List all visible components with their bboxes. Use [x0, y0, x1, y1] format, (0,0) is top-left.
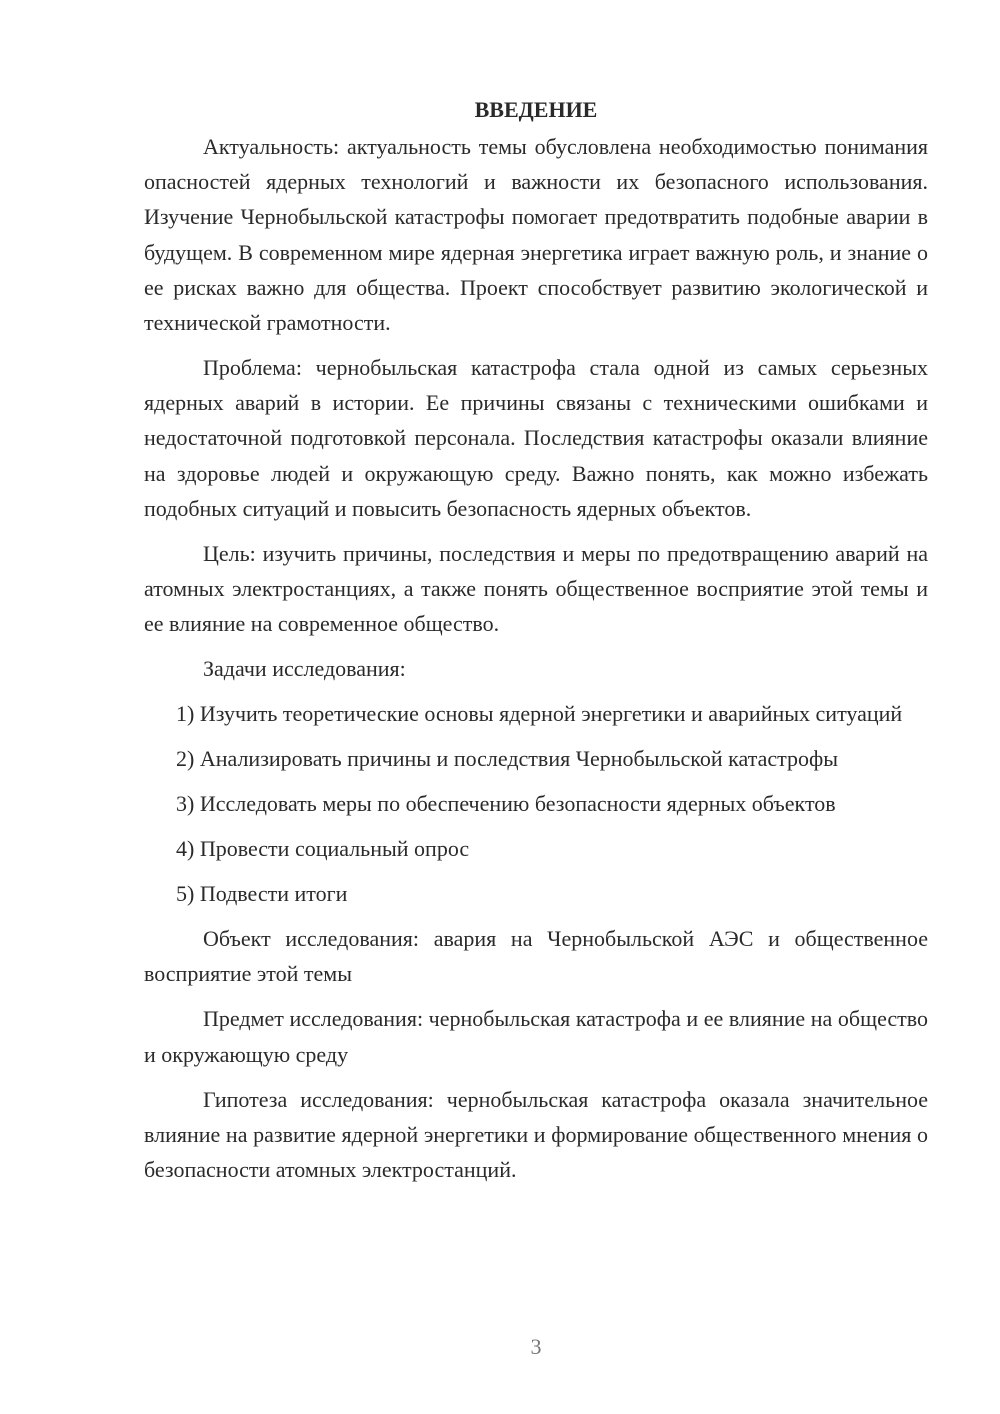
- page-number: 3: [530, 1334, 542, 1359]
- list-item: 3) Исследовать меры по обеспечению безопасности ядерных объектов: [176, 791, 836, 817]
- list-item: 1) Изучить теоретические основы ядерной энергетики и аварийных ситуаций: [176, 701, 903, 727]
- paragraph-problem: Проблема: чернобыльская катастрофа стала одной из самых серьезных ядерных аварий в истории. Ее причины связаны с техническими ошибками и недостаточной подготовкой персонала. Последствия катастрофы оказали влияние на здоровье людей и окружающую среду. Важно понять, как можно избежать подобных ситуаций и повысить безопасность ядерных объектов.: [144, 355, 928, 521]
- paragraph-subject: Предмет исследования: чернобыльская катастрофа и ее влияние на общество и окружающую среду: [144, 1006, 928, 1067]
- tasks-list: [144, 696, 928, 911]
- paragraph-relevance: Актуальность: актуальность темы обусловлена необходимостью понимания опасностей ядерных технологий и важности их безопасного использования. Изучение Чернобыльской катастрофы помогает предотвратить подобные аварии в будущем. В современном мире ядерная энергетика играет важную роль, и знание о ее рисках важно для общества. Проект способствует развитию экологической и технической грамотности.: [144, 134, 928, 336]
- page-content: [144, 92, 928, 1197]
- page-title: ВВЕДЕНИЕ: [474, 97, 598, 122]
- list-item: 4) Провести социальный опрос: [176, 836, 470, 862]
- paragraph-tasks-heading: Задачи исследования:: [203, 656, 406, 682]
- list-item: 2) Анализировать причины и последствия Чернобыльской катастрофы: [176, 746, 839, 772]
- paragraph-object: Объект исследования: авария на Чернобыльской АЭС и общественное восприятие этой темы: [144, 926, 928, 987]
- paragraph-hypothesis: Гипотеза исследования: чернобыльская катастрофа оказала значительное влияние на развитие ядерной энергетики и формирование общественного мнения о безопасности атомных электростанций.: [144, 1086, 928, 1183]
- list-item: 5) Подвести итоги: [176, 881, 348, 907]
- paragraph-goal: Цель: изучить причины, последствия и меры по предотвращению аварий на атомных электростанциях, а также понять общественное восприятие этой темы и ее влияние на современное общество.: [144, 540, 928, 637]
